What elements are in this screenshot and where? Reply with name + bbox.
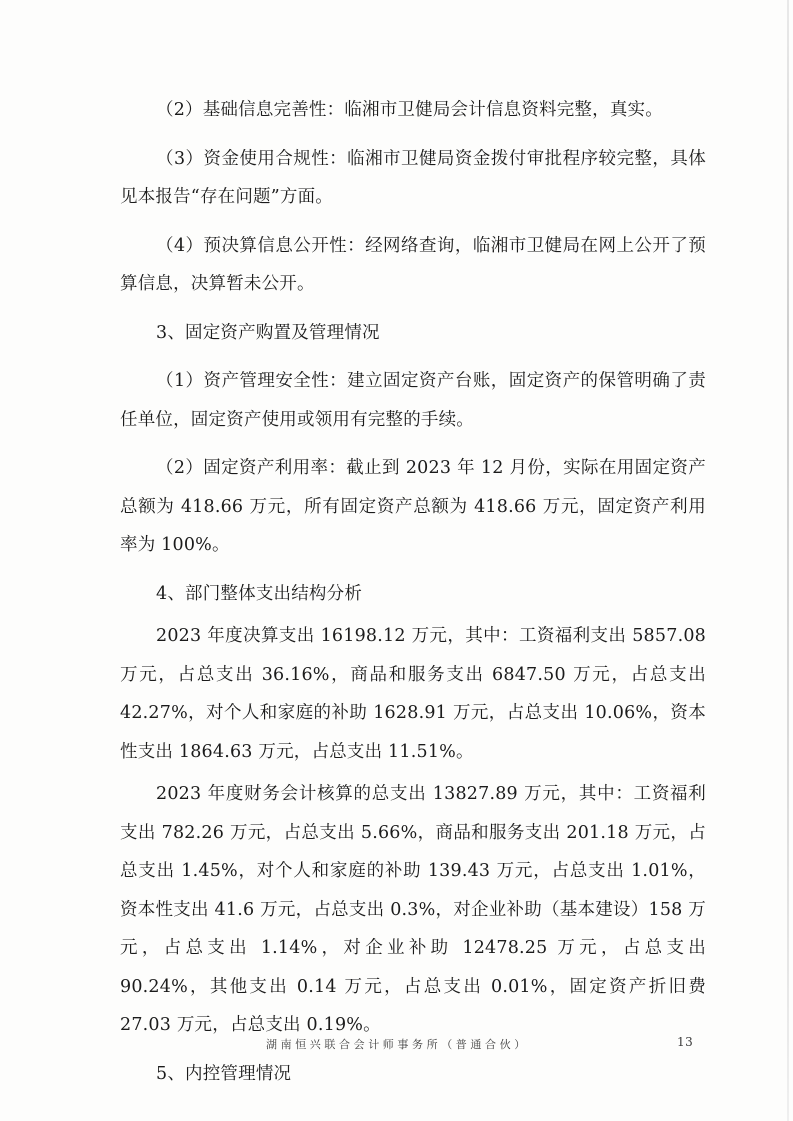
paragraph-basic-info: （2）基础信息完善性：临湘市卫健局会计信息资料完整，真实。 [156, 100, 663, 120]
page-number: 13 [677, 1035, 694, 1049]
document-body [120, 91, 706, 1093]
paragraph-accounting-expenditure: 2023 年度财务会计核算的总支出 13827.89 万元，其中：工资福利支出 782.26 万元，占总支出 5.66%，商品和服务支出 201.18 万元，占总支出 1.45%，对个人和家庭的补助 139.43 万元，占总支出 1.01%，资本性支出 41.6 万元，占总支出 0.3%，对企业补助（基本建设）158 万元，占总支出 1.14%，对企业补助 12478.25 万元，占总支出 90.24%，其他支出 0.14 万元，占总支出 0.01%，固定资产折旧费 27.03 万元，占总支出 0.19%。 [120, 784, 706, 1035]
paragraph-budget-disclosure: （4）预决算信息公开性：经网络查询，临湘市卫健局在网上公开了预算信息，决算暂未公开。 [120, 235, 706, 294]
section-heading-fixed-assets: 3、固定资产购置及管理情况 [156, 322, 380, 343]
paragraph-asset-security: （1）资产管理安全性：建立固定资产台账，固定资产的保管明确了责任单位，固定资产使用或领用有完整的手续。 [120, 371, 706, 430]
paragraph-final-accounts-expenditure: 2023 年度决算支出 16198.12 万元，其中：工资福利支出 5857.08 万元，占总支出 36.16%，商品和服务支出 6847.50 万元，占总支出 42.27%，对个人和家庭的补助 1628.91 万元，占总支出 10.06%，资本性支出 1864.63 万元，占总支出 11.51%。 [120, 626, 706, 762]
page-footer [0, 1035, 793, 1055]
footer-firm-name: 湖南恒兴联合会计师事务所（普通合伙） [266, 1038, 529, 1051]
page-edge-shadow [787, 0, 789, 1121]
paragraph-fund-compliance: （3）资金使用合规性：临湘市卫健局资金拨付审批程序较完整，具体见本报告“存在问题”方面。 [120, 148, 706, 207]
paragraph-asset-utilization: （2）固定资产利用率：截止到 2023 年 12 月份，实际在用固定资产总额为 418.66 万元，所有固定资产总额为 418.66 万元，固定资产利用率为 100%。 [120, 458, 706, 555]
section-heading-expenditure-structure: 4、部门整体支出结构分析 [156, 583, 363, 604]
section-heading-internal-control: 5、内控管理情况 [156, 1063, 292, 1084]
